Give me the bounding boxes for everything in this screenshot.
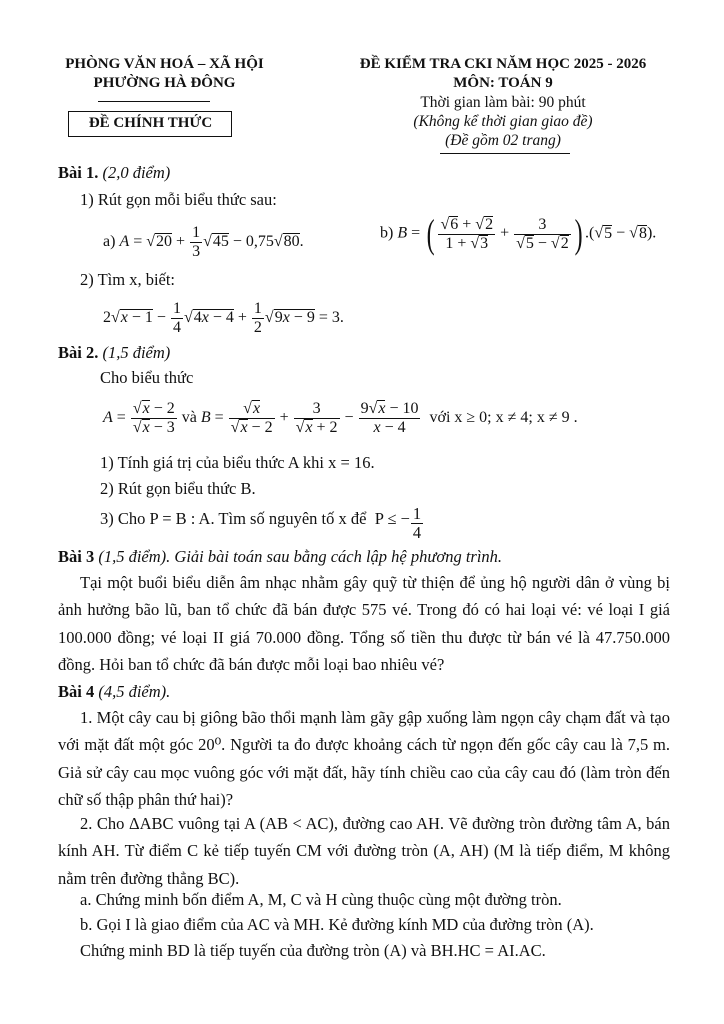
bai1-b-label: b) bbox=[380, 224, 394, 242]
bai2-q3-ineq: P ≤ − bbox=[374, 509, 410, 528]
bai1-equation: 2√x − 1 − $\frac{1}{4}$ √4x − 4 + $\frac{1}{2}$ √9x − 9 = 3. bbox=[103, 300, 344, 336]
bai2-q1: 1) Tính giá trị của biểu thức A khi x = 16. bbox=[100, 453, 375, 472]
bai1-points: (2,0 điểm) bbox=[102, 163, 171, 182]
bai1-expr-b: b) B = ( $\frac{√6 + √2}{1 + √3}$ + $\frac{3}{√5 - √2}$ ) .(√5 − √8). bbox=[380, 211, 657, 256]
bai2-intro: Cho biểu thức bbox=[100, 368, 194, 387]
bai2-q3-line: 3) Cho P = B : A. Tìm số nguyên tố x để P ≤ − $\frac{1}{4}$ bbox=[100, 504, 422, 542]
department-line-1: PHÒNG VĂN HOÁ – XÃ HỘI bbox=[65, 56, 264, 72]
bai4-part2a: a. Chứng minh bốn điểm A, M, C và H cùng thuộc cùng một đường tròn. bbox=[80, 890, 562, 909]
bai2-heading bbox=[58, 343, 170, 363]
bai3-heading bbox=[58, 547, 502, 567]
bai3-text: Tại một buổi biểu diễn âm nhạc nhằm gây quỹ từ thiện để ủng hộ người dân ở vùng bị ảnh hưởng bão lũ, ban tổ chức đã bán được 575 vé. Trong đó có hai loại vé: vé loại I giá 100.000 đồng; vé loại II giá 70.000 đồng. Tổng số tiền thu được từ bán vé là 47.750.000 đồng. Hỏi ban tổ chức đã bán được mỗi loại bao nhiêu vé? bbox=[58, 573, 670, 675]
bai2-title: Bài 2. bbox=[58, 343, 99, 362]
bai2-expressions: A = $\frac{√x - 2}{√x - 3}$ và B = $\frac{√x}{√x - 2}$ + $\frac{3}{√x + 2}$ − $\frac{9√x - 10}{x - 4}$ với x ≥ 0; x ≠ 4; x ≠ 9 . bbox=[103, 400, 578, 436]
header-divider bbox=[98, 101, 210, 102]
bai1-expr-a: a) A = √20 + $\frac{1}{3}$ √45 − 0,75√80. bbox=[103, 224, 304, 260]
bai1-q1: 1) Rút gọn mỗi biểu thức sau: bbox=[80, 190, 277, 209]
official-label: ĐỀ CHÍNH THỨC bbox=[88, 115, 213, 131]
bai1-a-tail: − 0,75 bbox=[232, 233, 274, 251]
bai2-points: (1,5 điểm) bbox=[102, 343, 171, 362]
bai2-q3: 3) Cho P = B : A. Tìm số nguyên tố x để bbox=[100, 509, 367, 528]
header-right-divider bbox=[440, 153, 570, 154]
bai3-heading-rest: (1,5 điểm). Giải bài toán sau bằng cách lập hệ phương trình. bbox=[98, 547, 503, 566]
bai2-va: và bbox=[181, 409, 197, 427]
bai4-points: (4,5 điểm). bbox=[98, 682, 171, 701]
exam-title: ĐỀ KIỂM TRA CKI NĂM HỌC 2025 - 2026 bbox=[359, 56, 647, 72]
bai4-heading bbox=[58, 682, 170, 702]
bai1-q2: 2) Tìm x, biết: bbox=[80, 270, 176, 289]
bai4-part2b-cont: Chứng minh BD là tiếp tuyến của đường tròn (A) và BH.HC = AI.AC. bbox=[80, 941, 546, 960]
bai2-conditions: với x ≥ 0; x ≠ 4; x ≠ 9 . bbox=[429, 409, 578, 427]
bai2-q2: 2) Rút gọn biểu thức B. bbox=[100, 479, 256, 498]
bai4-part2: 2. Cho ΔABC vuông tại A (AB < AC), đường cao AH. Vẽ đường tròn đường tâm A, bán kính AH. Từ điểm C kẻ tiếp tuyến CM với đường tròn (A, AH) (M là tiếp điểm, M không nằm trên đường thẳng BC). bbox=[58, 814, 670, 888]
bai1-eq-rhs: = 3. bbox=[318, 309, 344, 327]
bai1-heading bbox=[58, 163, 170, 183]
subject-line: MÔN: TOÁN 9 bbox=[453, 75, 553, 91]
department-line-2: PHƯỜNG HÀ ĐÔNG bbox=[93, 75, 236, 91]
bai1-a-label: a) bbox=[103, 233, 116, 251]
time-note: (Không kể thời gian giao đề) bbox=[413, 113, 593, 130]
bai3-title: Bài 3 bbox=[58, 547, 95, 566]
bai1-title: Bài 1. bbox=[58, 163, 99, 182]
bai4-part2b: b. Gọi I là giao điểm của AC và MH. Kẻ đường kính MD của đường tròn (A). bbox=[80, 915, 594, 934]
time-limit: Thời gian làm bài: 90 phút bbox=[420, 94, 586, 111]
pages-note: (Đề gồm 02 trang) bbox=[445, 132, 561, 149]
bai4-title: Bài 4 bbox=[58, 682, 95, 701]
bai4-part1: 1. Một cây cau bị giông bão thổi mạnh làm gãy gập xuống làm ngọn cây chạm đất và tạo với mặt đất một góc 20⁰. Người ta đo được khoảng cách từ ngọn đến gốc cây cau là 7,5 m. Giả sử cây cau mọc vuông góc với mặt đất, hãy tính chiều cao của cây cau đó (làm tròn đến chữ số thập phân thứ hai)? bbox=[58, 708, 670, 810]
